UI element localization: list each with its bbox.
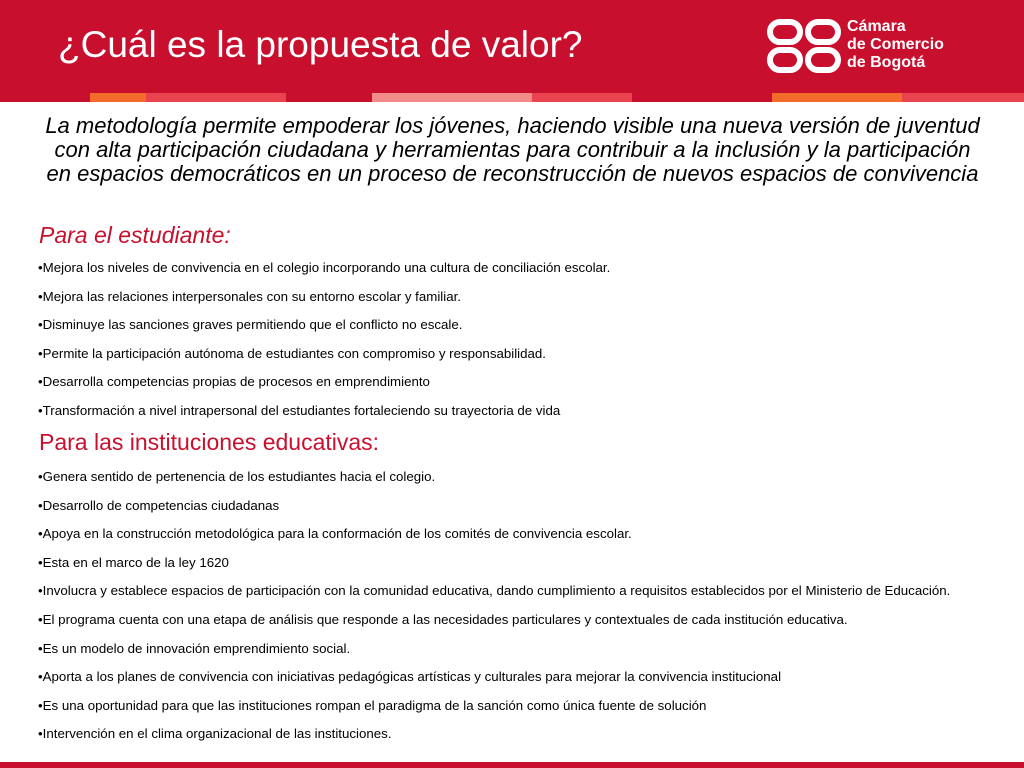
list-item: •Es un modelo de innovación emprendimiento social. — [38, 640, 351, 656]
intro-paragraph: La metodología permite empoderar los jóvenes, haciendo visible una nueva versión de juventud con alta participación ciudadana y herramientas para contribuir a la inclusión y la participación en espacios democráticos en un proceso de reconstrucción de nuevos espacios de convivencia — [45, 113, 980, 186]
list-item: •Desarrollo de competencias ciudadanas — [38, 497, 280, 513]
slide-title: ¿Cuál es la propuesta de valor? — [58, 24, 583, 65]
stripe-segment — [372, 93, 532, 102]
list-item: •Intervención en el clima organizacional de las instituciones. — [38, 726, 392, 742]
list-item: •Aporta a los planes de convivencia con iniciativas pedagógicas artísticas y culturales para mejorar la convivencia institucional — [38, 669, 782, 685]
list-item: •Disminuye las sanciones graves permitiendo que el conflicto no escale. — [38, 317, 463, 333]
stripe-segment — [286, 93, 372, 102]
logo-mark-icon — [766, 16, 842, 76]
list-item: •Apoya en la construcción metodológica para la conformación de los comités de convivencia escolar. — [38, 526, 632, 542]
logo-line-3: de Bogotá — [847, 54, 926, 71]
section-heading-instituciones: Para las instituciones educativas: — [39, 429, 380, 455]
stripe-segment — [532, 93, 632, 102]
content — [0, 102, 1024, 768]
list-item: •Permite la participación autónoma de estudiantes con compromiso y responsabilidad. — [38, 345, 546, 361]
section-heading-estudiante: Para el estudiante: — [39, 222, 231, 248]
estudiante-list — [38, 261, 988, 433]
stripe-segment — [632, 93, 772, 102]
list-item: •Transformación a nivel intrapersonal del estudiantes fortaleciendo su trayectoria de vida — [38, 402, 561, 418]
stripe-segment — [90, 93, 146, 102]
logo-line-1: Cámara — [847, 18, 906, 35]
list-item: •Genera sentido de pertenencia de los estudiantes hacia el colegio. — [38, 469, 436, 484]
stripe-segment — [146, 93, 286, 102]
list-item: •Es una oportunidad para que las instituciones rompan el paradigma de la sanción como única fuente de solución — [38, 697, 707, 713]
bottom-bar — [0, 762, 1024, 768]
list-item: •Mejora los niveles de convivencia en el colegio incorporando una cultura de conciliación escolar. — [38, 260, 611, 275]
stripe-segment — [0, 93, 90, 102]
logo — [766, 16, 966, 76]
logo-line-2: de Comercio — [847, 36, 944, 53]
stripe-segment — [772, 93, 902, 102]
list-item: •Involucra y establece espacios de participación con la comunidad educativa, dando cumplimiento a requisitos establecidos por el Ministerio de Educación. — [38, 583, 951, 599]
list-item: •Esta en el marco de la ley 1620 — [38, 554, 229, 570]
list-item: •Desarrolla competencias propias de procesos en emprendimiento — [38, 374, 430, 390]
header-bar — [0, 0, 1024, 93]
instituciones-list — [38, 470, 988, 756]
list-item: •El programa cuenta con una etapa de análisis que responde a las necesidades particulares y contextuales de cada institución educativa. — [38, 611, 848, 627]
stripe-segment — [902, 93, 1024, 102]
logo-text — [847, 18, 944, 72]
list-item: •Mejora las relaciones interpersonales con su entorno escolar y familiar. — [38, 288, 461, 304]
